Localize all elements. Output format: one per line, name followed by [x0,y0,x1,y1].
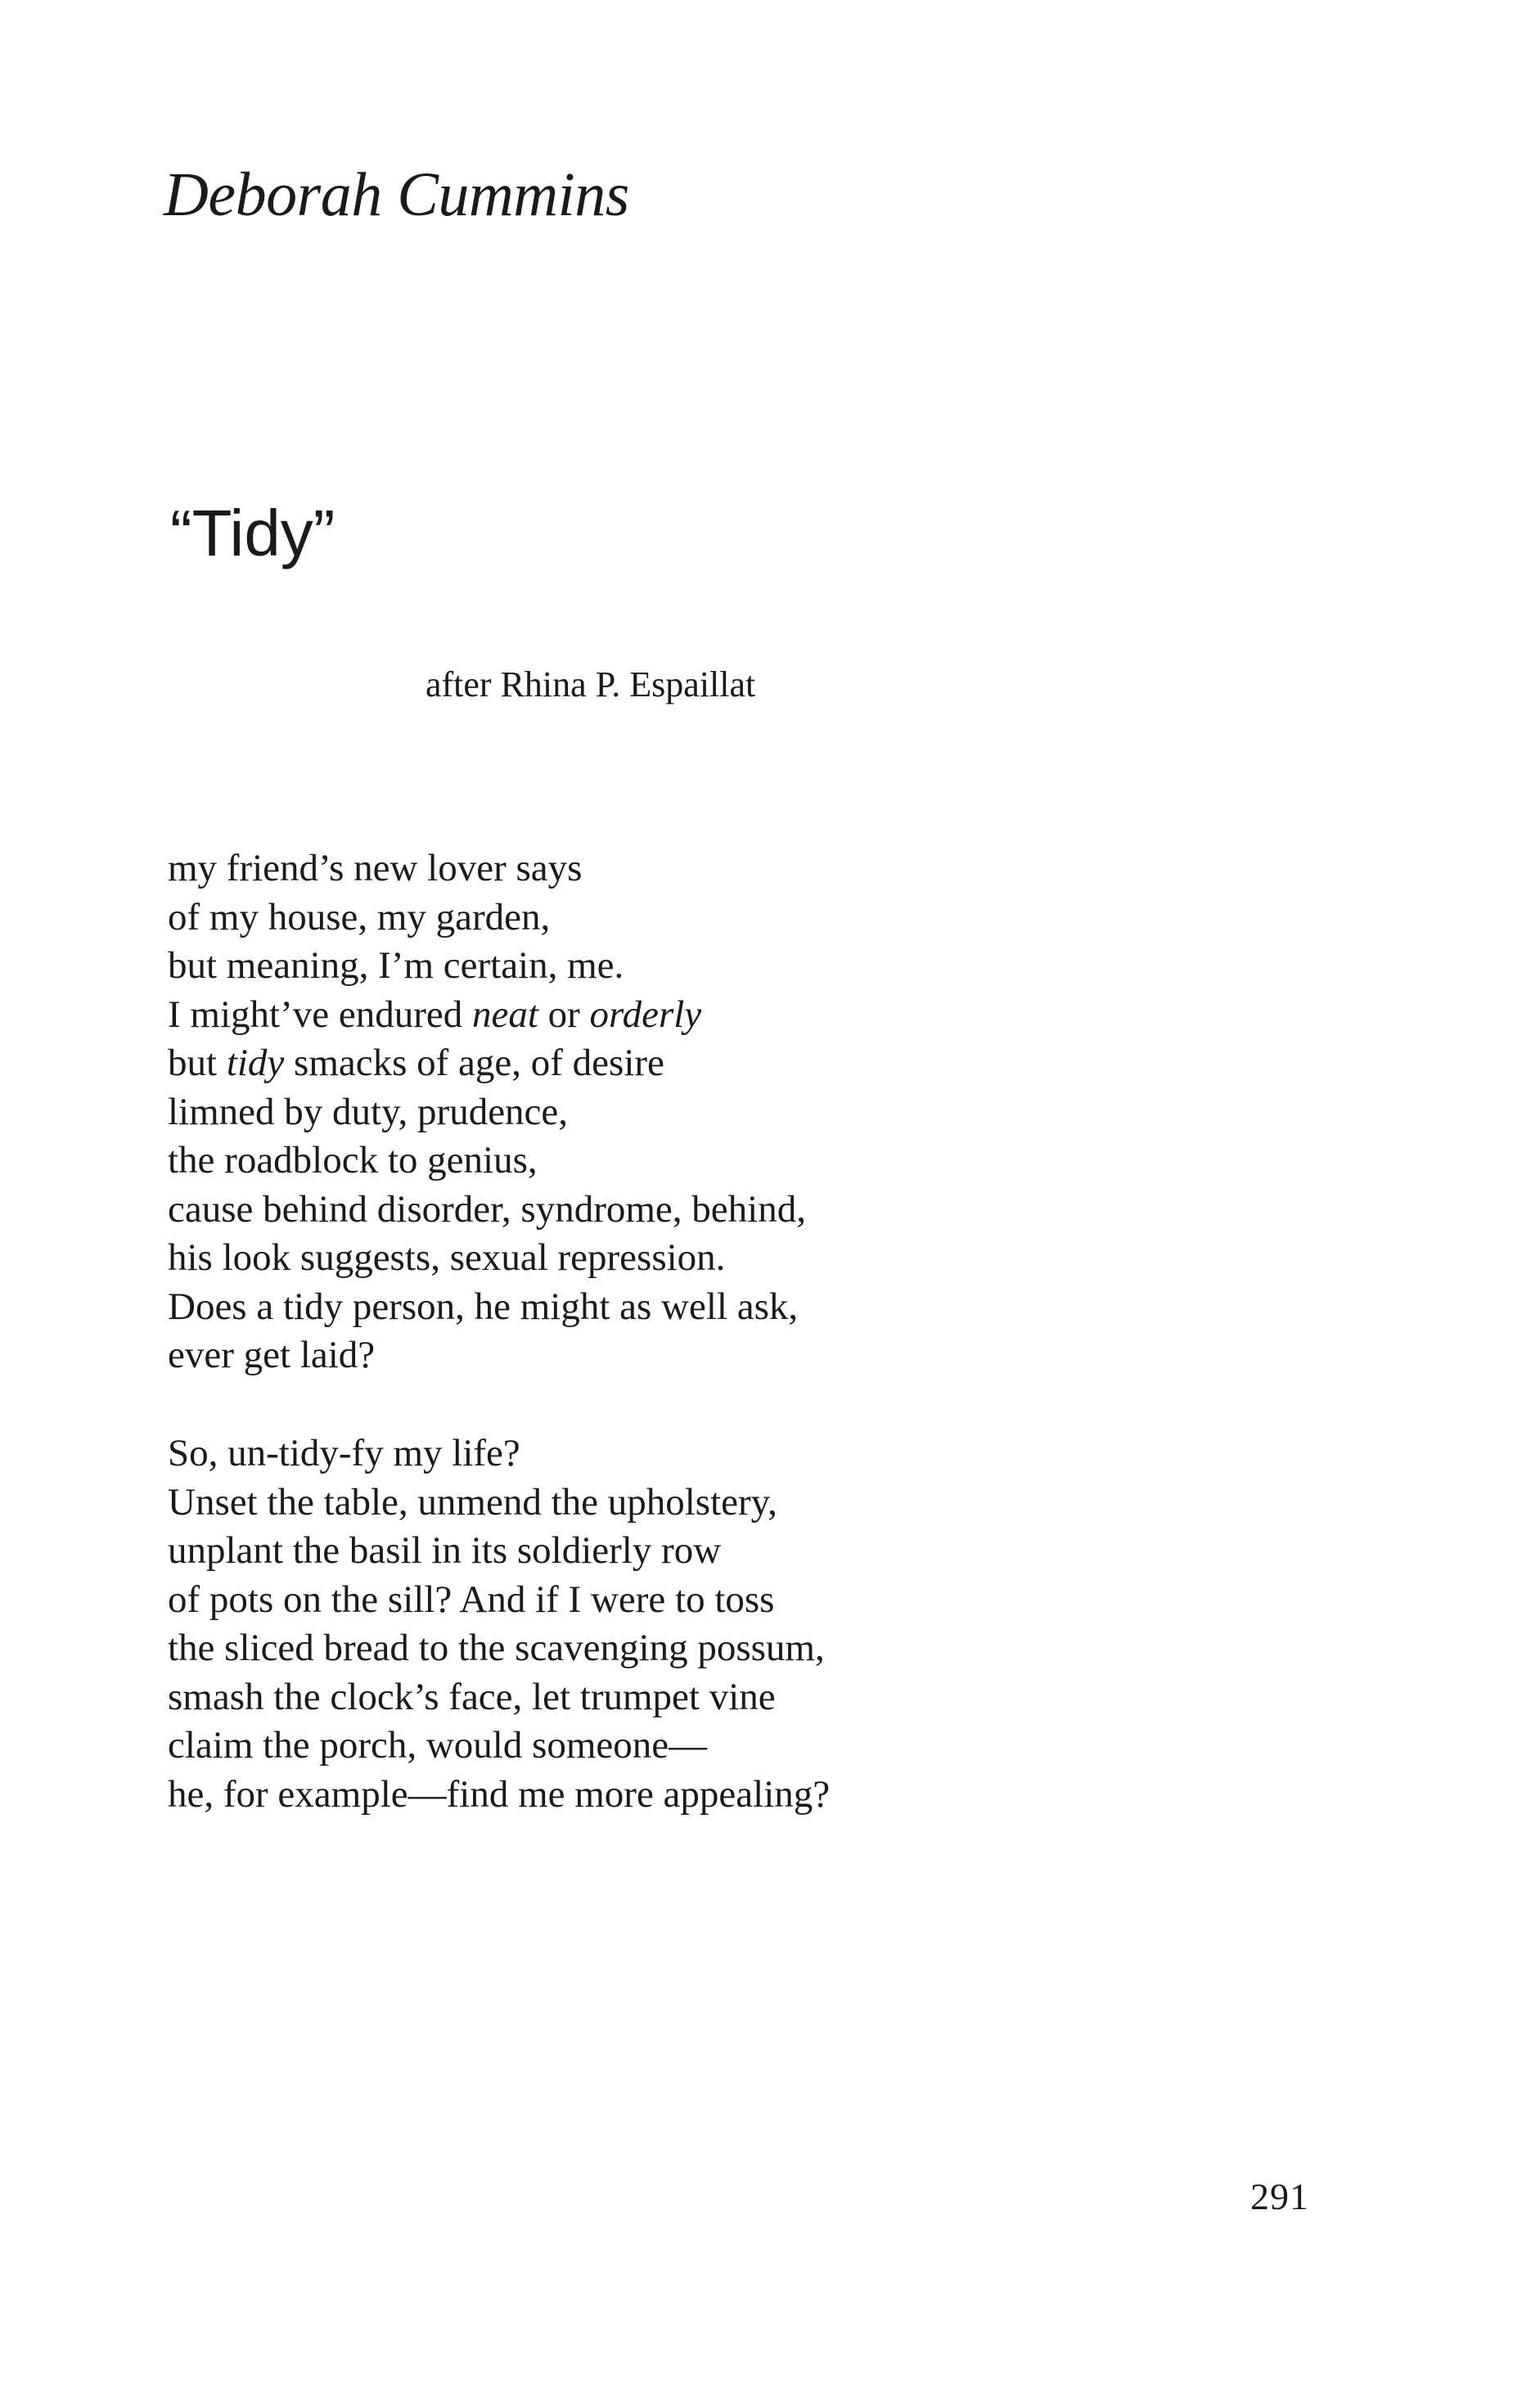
poem-line [168,991,806,1040]
poem-line-text: his look suggests, sexual repression. [168,1236,726,1279]
poem-stanza-2 [168,1429,830,1819]
poem-line-italic-text: tidy [226,1042,285,1084]
poem-line [168,1088,806,1137]
poem-line [168,1624,830,1673]
poem-line-text: the roadblock to genius, [168,1139,538,1181]
poem-line-text: So, un-tidy-fy my life? [168,1432,520,1474]
poem-line-text: Unset the table, unmend the upholstery, [168,1480,777,1524]
poem-line-text: unplant the basil in its soldierly row [168,1529,722,1572]
poem-line-text: cause behind disorder, syndrome, behind, [168,1187,806,1231]
poem-line [168,1039,806,1088]
page-number: 291 [1250,2176,1309,2217]
poem-line-text: of my house, my garden, [168,895,551,938]
poem-line-text: Does a tidy person, he might as well ask, [168,1285,799,1328]
author-name: Deborah Cummins [164,160,629,229]
poem-line-text: he, for example—find me more appealing? [168,1772,831,1816]
poem-line-text: but meaning, I’m certain, me. [168,944,624,987]
poem-line [168,1186,806,1235]
poem-epigraph: after Rhina P. Espaillat [426,664,756,704]
poem-line-text: or [538,992,590,1036]
poem-line [168,1136,806,1186]
poem-line [168,1234,806,1283]
poem-line [168,1429,830,1479]
poem-line [168,1673,830,1722]
poem-line-text: of pots on the sill? And if I were to toss [168,1578,775,1621]
poem-line [168,1722,830,1771]
poem-line [168,1771,830,1820]
poem-line-text: smacks of age, of desire [284,1042,664,1084]
poem-line-italic-text: orderly [589,992,702,1036]
poem-line-text: claim the porch, would someone— [168,1724,708,1767]
poem-line-text: the sliced bread to the scavenging possum, [168,1627,825,1669]
poem-line-text: ever get laid? [168,1334,376,1376]
poem-line [168,893,806,943]
poem-title: “Tidy” [170,497,335,569]
poem-line [168,1283,806,1332]
poem-line [168,1331,806,1380]
poem-line [168,942,806,991]
poem-stanza-1 [168,844,806,1380]
poem-line [168,844,806,893]
poem-line-text: but [168,1042,227,1084]
poem-line [168,1576,830,1625]
poem-line-text: smash the clock’s face, let trumpet vine [168,1675,776,1718]
poem-line-text: I might’ve endured [168,992,472,1036]
poem-line-text: my friend’s new lover says [168,847,583,889]
poem-line [168,1527,830,1576]
poem-line [168,1479,830,1528]
poem-line-text: limned by duty, prudence, [168,1090,569,1133]
poem-line-italic-text: neat [471,992,538,1036]
